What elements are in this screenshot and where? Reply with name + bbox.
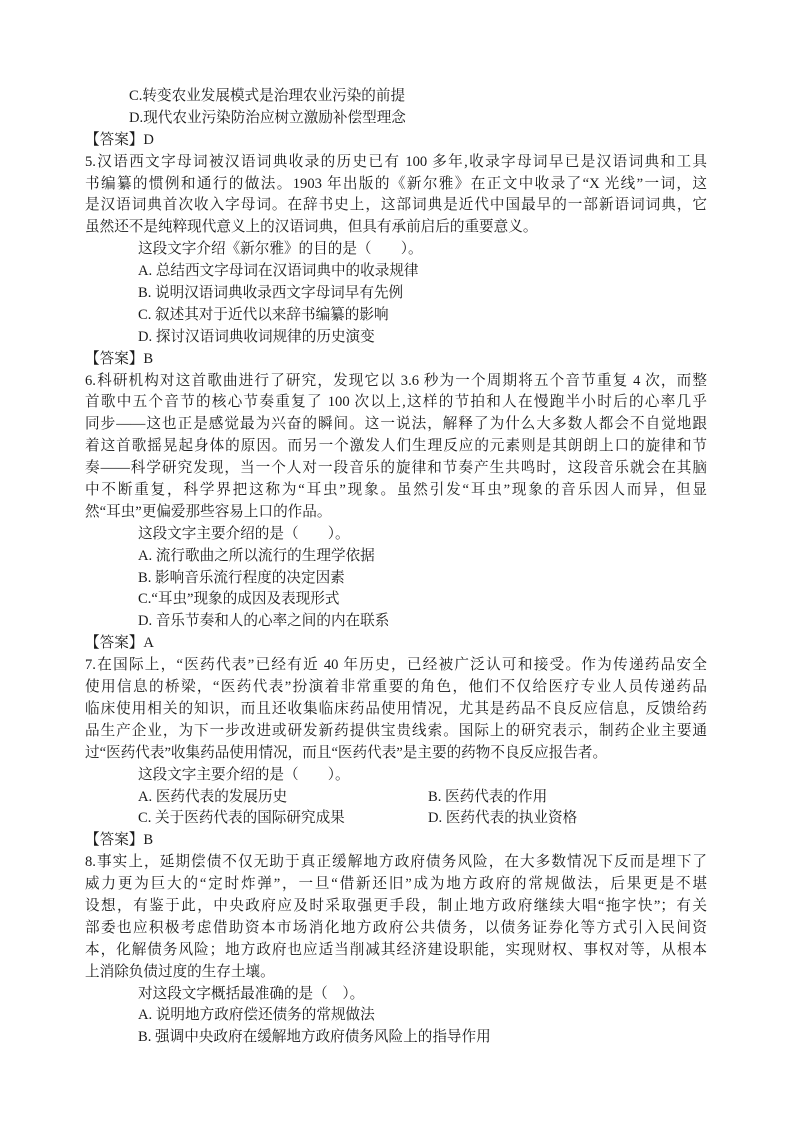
q6-stem-line: 6.科研机构对这首歌曲进行了研究，发现它以 3.6 秒为一个周期将五个音节重复 4 次，而整: [85, 372, 707, 389]
q6-stem-line: 首歌中五个音节的核心节奏重复了 100 次以上,这样的节拍和人在慢跑半小时后的心率几乎: [85, 394, 707, 411]
q8-prompt-line: 对这段文字概括最准确的是（ ）。: [138, 985, 365, 1002]
q6-prompt-line: 这段文字主要介绍的是（ ）。: [138, 525, 350, 542]
q7-stem-line: 使用信息的桥梁，“医药代表”扮演着非常重要的角色，他们不仅给医疗专业人员传递药品: [85, 679, 707, 696]
q6-answer-line: 【答案】A: [85, 635, 154, 652]
q4-option-d-line: D.现代农业污染防治应树立激励补偿型理念: [129, 109, 406, 126]
q8-stem-line: 本，化解债务风险；地方政府也应适当削减其经济建设职能，实现财权、事权对等，从根本: [85, 941, 707, 958]
q7-stem-line: 临床使用相关的知识，而且还收集临床药品使用情况，尤其是药品不良反应信息，反馈给药: [85, 700, 707, 717]
q6-option-c-line: C.“耳虫”现象的成因及表现形式: [138, 591, 340, 608]
q8-stem-line: 8.事实上，延期偿债不仅无助于真正缓解地方政府债务风险，在大多数情况下反而是埋下了: [85, 854, 707, 871]
q7-options-row-2: [85, 808, 707, 830]
q7-answer-line: 【答案】B: [85, 832, 154, 849]
q5-stem-line: 5.汉语西文字母词被汉语词典收录的历史已有 100 多年,收录字母词早已是汉语词典和工具: [85, 153, 707, 170]
q5-stem-line: 是汉语词典首次收入字母词。在辞书史上，这部词典是近代中国最早的一部新语词词典，它: [85, 197, 707, 214]
q6-stem-line: 中不断重复，科学界把这称为“耳虫”现象。虽然引发“耳虫”现象的音乐因人而异，但显: [85, 482, 707, 499]
q5-option-c-line: C. 叙述其对于近代以来辞书编纂的影响: [138, 306, 389, 323]
q6-option-d-line: D. 音乐节奏和人的心率之间的内在联系: [138, 613, 390, 630]
q7-stem-line: 过“医药代表”收集药品使用情况，而且“医药代表”是主要的药物不良反应报告者。: [85, 744, 608, 761]
q7-option-d: D. 医药代表的执业资格: [428, 810, 578, 827]
q8-stem-line: 部委也应积极考虑借助资本市场消化地方政府公共债务，以债务证券化等方式引入民间资: [85, 919, 707, 936]
q8-stem-line: 威力更为巨大的“定时炸弹”，一旦“借新还旧”成为地方政府的常规做法，后果更是不堪: [85, 876, 707, 893]
q8-option-a-line: A. 说明地方政府偿还债务的常规做法: [138, 1007, 375, 1024]
q7-option-c: C. 关于医药代表的国际研究成果: [138, 810, 345, 827]
q5-stem-line: 虽然还不是纯粹现代意义上的汉语词典，但具有承前启后的重要意义。: [85, 219, 538, 236]
q6-stem-line: 同步——这也正是感觉最为兴奋的瞬间。这一说法，解释了为什么大多数人都会不自觉地跟: [85, 416, 707, 433]
q8-stem-line: 上消除负债过度的生存土壤。: [85, 963, 275, 980]
q7-prompt-line: 这段文字主要介绍的是（ ）。: [138, 766, 350, 783]
q5-option-a-line: A. 总结西文字母词在汉语词典中的收录规律: [138, 263, 419, 280]
q4-answer-line: 【答案】D: [85, 131, 154, 148]
q5-prompt-line: 这段文字介绍《新尔雅》的目的是（ ）。: [138, 241, 423, 258]
q8-option-b-line: B. 强调中央政府在缓解地方政府债务风险上的指导作用: [138, 1029, 491, 1046]
q7-option-a: A. 医药代表的发展历史: [138, 788, 288, 805]
q6-option-a-line: A. 流行歌曲之所以流行的生理学依据: [138, 547, 375, 564]
q5-stem-line: 书编纂的惯例和通行的做法。1903 年出版的《新尔雅》在正文中收录了“X 光线”一词，这: [85, 175, 707, 192]
q6-option-b-line: B. 影响音乐流行程度的决定因素: [138, 569, 345, 586]
document-content: [85, 86, 707, 1049]
q5-option-b-line: B. 说明汉语词典收录西文字母词早有先例: [138, 285, 404, 302]
q6-stem-line: 着这首歌摇晃起身体的原因。而另一个激发人们生理反应的元素则是其朗朗上口的旋律和节: [85, 438, 707, 455]
q7-options-row-1: [85, 787, 707, 809]
q7-stem-line: 7.在国际上，“医药代表”已经有近 40 年历史，已经被广泛认可和接受。作为传递药品安全: [85, 657, 707, 674]
q4-option-c-line: C.转变农业发展模式是治理农业污染的前提: [129, 88, 406, 104]
q6-stem-line: 然“耳虫”更偏爱那些容易上口的作品。: [85, 503, 332, 520]
q5-answer-line: 【答案】B: [85, 350, 154, 367]
q8-stem-line: 设想，有鉴于此，中央政府应及时采取强更手段，制止地方政府继续大唱“拖字快”；有关: [85, 897, 707, 914]
q5-option-d-line: D. 探讨汉语词典收词规律的历史演变: [138, 328, 375, 345]
q6-stem-line: 奏——科学研究发现，当一个人对一段音乐的旋律和节奏产生共鸣时，这段音乐就会在其脑: [85, 460, 707, 477]
q7-option-b: B. 医药代表的作用: [428, 788, 548, 805]
q7-stem-line: 品生产企业，为下一步改进或研发新药提供宝贵线索。国际上的研究表示，制药企业主要通: [85, 722, 707, 739]
